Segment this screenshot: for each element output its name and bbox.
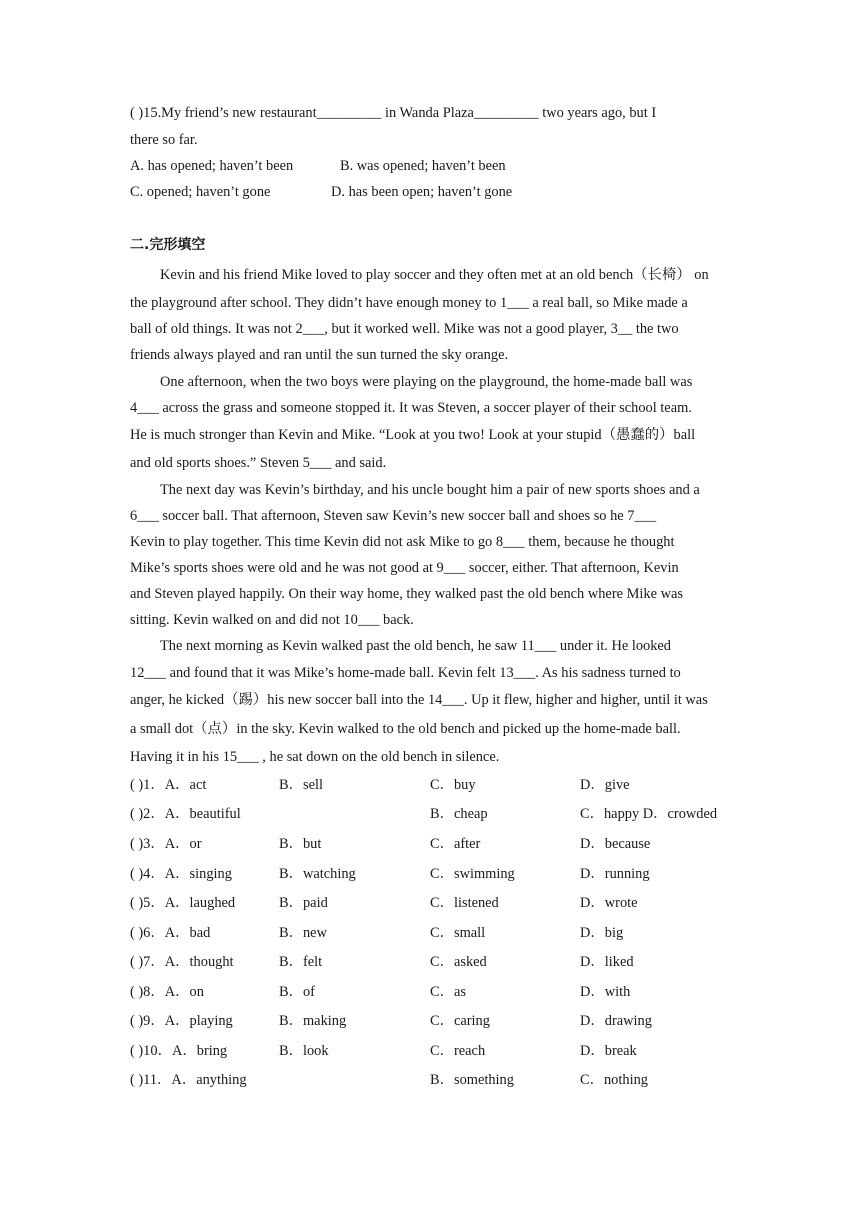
option-c: C．reach: [430, 1043, 486, 1059]
passage-line: the playground after school. They didn’t have enough money to 1___ a real ball, so Mike made a: [130, 295, 688, 311]
option-c: C．asked: [430, 954, 487, 970]
passage-line: ball of old things. It was not 2___, but it worked well. Mike was not a good player, 3__ the two: [130, 321, 679, 337]
option-d: C．happy D．crowded: [580, 806, 718, 822]
option-d: D．break: [580, 1043, 637, 1059]
option-d: D．give: [580, 777, 630, 793]
option-c: C．buy: [430, 777, 476, 793]
passage-line: and Steven played happily. On their way home, they walked past the old bench where Mike was: [130, 586, 683, 602]
passage-line: 6___ soccer ball. That afternoon, Steven saw Kevin’s new soccer ball and shoes so he 7___: [130, 508, 657, 524]
option-c: B．something: [430, 1072, 514, 1088]
option-c: C．swimming: [430, 866, 515, 882]
q15-option-d: D. has been open; haven’t gone: [331, 184, 513, 200]
q15-stem-line1: ( )15.My friend’s new restaurant_________ in Wanda Plaza_________ two years ago, but I: [130, 105, 657, 121]
option-c: C．small: [430, 925, 486, 941]
option-d: D．with: [580, 984, 631, 1000]
option-b: B．of: [279, 984, 315, 1000]
option-b: B．watching: [279, 866, 356, 882]
passage-line: He is much stronger than Kevin and Mike. “Look at you two! Look at your stupid（愚蠢的）ball: [130, 427, 696, 443]
option-b: B．paid: [279, 895, 328, 911]
option-c: C．after: [430, 836, 481, 852]
question-number-option-a: ( )2．A．beautiful: [130, 806, 241, 822]
passage-line: Kevin to play together. This time Kevin did not ask Mike to go 8___ them, because he thought: [130, 534, 675, 550]
passage-line: 4___ across the grass and someone stopped it. It was Steven, a soccer player of their school team.: [130, 400, 692, 416]
q15-stem-line2: there so far.: [130, 132, 198, 148]
question-number-option-a: ( )7．A．thought: [130, 954, 234, 970]
option-b: B．felt: [279, 954, 323, 970]
q15-option-c: C. opened; haven’t gone: [130, 184, 271, 200]
passage-line: sitting. Kevin walked on and did not 10___ back.: [130, 612, 414, 628]
option-b: B．look: [279, 1043, 329, 1059]
passage-line: One afternoon, when the two boys were playing on the playground, the home-made ball was: [160, 374, 693, 390]
option-d: D．big: [580, 925, 624, 941]
option-b: B．new: [279, 925, 327, 941]
option-d: D．wrote: [580, 895, 638, 911]
question-number-option-a: ( )1．A．act: [130, 777, 207, 793]
option-c: C．as: [430, 984, 466, 1000]
option-b: B．making: [279, 1013, 347, 1029]
option-b: B．sell: [279, 777, 323, 793]
q15-option-a: A. has opened; haven’t been: [130, 158, 294, 174]
question-number-option-a: ( )10．A．bring: [130, 1043, 228, 1059]
passage-line: Mike’s sports shoes were old and he was not good at 9___ soccer, either. That afternoon, Kevin: [130, 560, 679, 576]
passage-line: Kevin and his friend Mike loved to play soccer and they often met at an old bench（长椅） on: [160, 267, 709, 283]
option-c: C．caring: [430, 1013, 490, 1029]
q15-option-b: B. was opened; haven’t been: [340, 158, 506, 174]
passage-line: The next morning as Kevin walked past the old bench, he saw 11___ under it. He looked: [160, 638, 672, 654]
question-number-option-a: ( )3．A．or: [130, 836, 202, 852]
question-number-option-a: ( )6．A．bad: [130, 925, 211, 941]
passage-line: and old sports shoes.” Steven 5___ and said.: [130, 455, 387, 471]
passage-line: a small dot（点）in the sky. Kevin walked to the old bench and picked up the home-made ball.: [130, 721, 681, 737]
option-d: D．because: [580, 836, 651, 852]
question-number-option-a: ( )8．A．on: [130, 984, 204, 1000]
passage-line: anger, he kicked（踢）his new soccer ball into the 14___. Up it flew, higher and higher, until it was: [130, 692, 708, 708]
option-d: D．drawing: [580, 1013, 652, 1029]
option-d: D．liked: [580, 954, 634, 970]
question-number-option-a: ( )11．A．anything: [130, 1072, 247, 1088]
passage-line: Having it in his 15___ , he sat down on the old bench in silence.: [130, 749, 500, 765]
section-heading: 二.完形填空: [130, 237, 206, 253]
option-b: B．but: [279, 836, 322, 852]
option-c: C．listened: [430, 895, 499, 911]
question-number-option-a: ( )4．A．singing: [130, 866, 232, 882]
option-c: B．cheap: [430, 806, 488, 822]
passage-line: friends always played and ran until the sun turned the sky orange.: [130, 347, 509, 363]
passage-line: The next day was Kevin’s birthday, and his uncle bought him a pair of new sports shoes and a: [160, 482, 700, 498]
passage-line: 12___ and found that it was Mike’s home-made ball. Kevin felt 13___. As his sadness turned to: [130, 665, 681, 681]
question-number-option-a: ( )5．A．laughed: [130, 895, 236, 911]
option-d: C．nothing: [580, 1072, 648, 1088]
question-number-option-a: ( )9．A．playing: [130, 1013, 233, 1029]
option-d: D．running: [580, 866, 650, 882]
